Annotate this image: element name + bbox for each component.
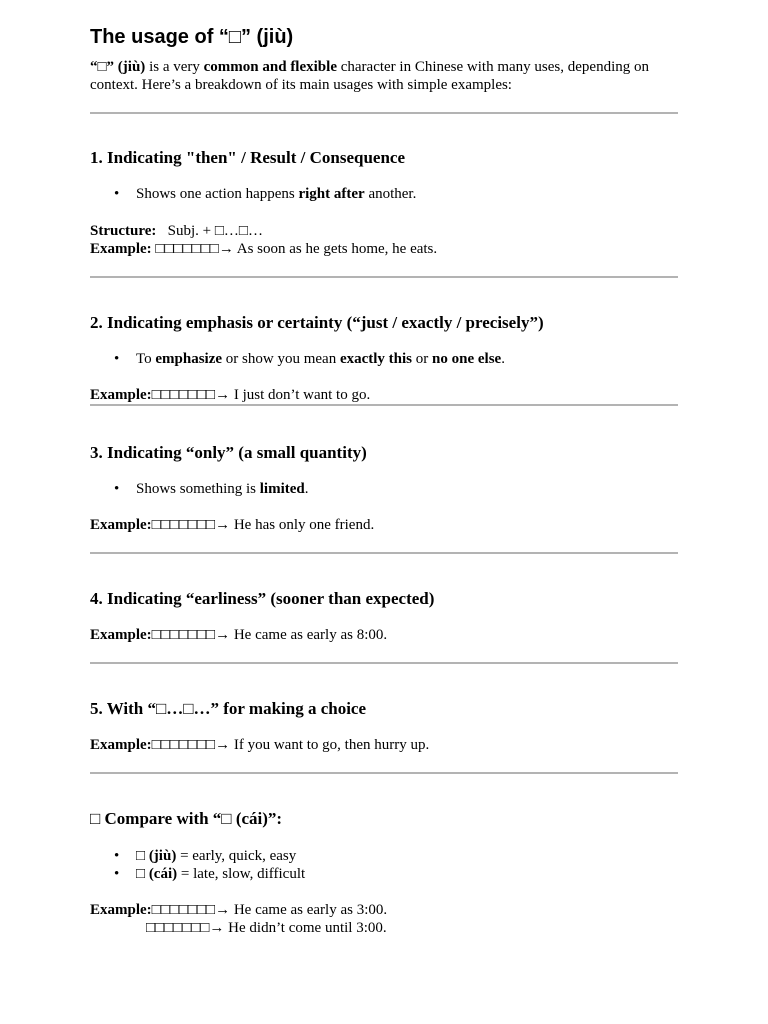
- divider: [90, 552, 678, 554]
- example-label: Example:: [90, 627, 152, 643]
- bullet-text: To: [136, 351, 156, 367]
- example-line: [90, 901, 387, 919]
- bullet-bold: exactly this: [339, 351, 413, 367]
- example-line: [90, 240, 437, 258]
- example-text: □□□□□□□→ He has only one friend.: [151, 517, 375, 533]
- bullet-bold: emphasize: [155, 351, 223, 367]
- bullet-text: .: [304, 481, 309, 497]
- example-line: [90, 516, 374, 534]
- divider: [90, 772, 678, 774]
- section-heading: 5. With “□…□…” for making a choice: [90, 699, 367, 718]
- example-text: □□□□□□□→ He didn’t come until 3:00.: [146, 920, 387, 936]
- bullet-bold: no one else: [432, 351, 502, 367]
- bullet-text: another.: [364, 186, 417, 202]
- divider: [90, 276, 678, 278]
- bullet-bold: (jiù): [148, 848, 177, 864]
- intro-text: is a very: [145, 59, 204, 75]
- bullet-text: □: [136, 866, 149, 882]
- example-label: Example:: [90, 517, 152, 533]
- bullet-text: .: [501, 351, 505, 367]
- example-text: □□□□□□□→ I just don’t want to go.: [151, 387, 371, 403]
- bullet-bold: right after: [298, 186, 365, 202]
- bullet-text: = early, quick, easy: [176, 848, 297, 864]
- example-text: □□□□□□□→ If you want to go, then hurry up.: [151, 737, 430, 753]
- section-heading: 2. Indicating emphasis or certainty (“just / exactly / precisely”): [90, 313, 544, 332]
- page-title: The usage of “□” (jiù): [90, 26, 294, 48]
- example-label: Example:: [90, 241, 152, 257]
- example-label: Example:: [90, 902, 152, 918]
- example-text: □□□□□□□→ He came as early as 3:00.: [151, 902, 388, 918]
- example-line: [90, 626, 387, 644]
- bullet-text: or show you mean: [222, 351, 340, 367]
- section-heading: 3. Indicating “only” (a small quantity): [90, 443, 367, 462]
- structure-label: Structure:: [90, 223, 157, 239]
- section-heading: 1. Indicating "then" / Result / Consequence: [90, 148, 405, 167]
- list-item: [136, 480, 309, 498]
- list-item: [136, 350, 505, 368]
- list-item: [136, 185, 416, 203]
- intro-text: character in Chinese with many uses, depending on context. Here’s a breakdown of its main usages with simple examples:: [90, 59, 649, 93]
- section-heading: □ Compare with “□ (cái)”:: [90, 809, 283, 828]
- section-heading: 4. Indicating “earliness” (sooner than expected): [90, 589, 435, 608]
- example-label: Example:: [90, 387, 152, 403]
- list-item: [136, 847, 296, 865]
- list-item: [136, 865, 305, 883]
- divider: [90, 112, 678, 114]
- bullet-text: or: [412, 351, 433, 367]
- bullet-text: Shows one action happens: [136, 186, 299, 202]
- divider: [90, 404, 678, 406]
- structure-line: [90, 222, 263, 240]
- example-text: □□□□□□□→ He came as early as 8:00.: [151, 627, 388, 643]
- bullet-text: Shows something is: [136, 481, 260, 497]
- bullet-bold: (cái): [148, 866, 178, 882]
- example-text: □□□□□□□→ As soon as he gets home, he eats.: [151, 241, 438, 257]
- bullet-text: □: [136, 848, 149, 864]
- divider: [90, 662, 678, 664]
- bullet-text: = late, slow, difficult: [177, 866, 306, 882]
- intro-bold: common and flexible: [203, 59, 337, 75]
- bullet-bold: limited: [259, 481, 305, 497]
- structure-value: Subj. + □…□…: [156, 223, 263, 239]
- example-line: [90, 386, 370, 404]
- example-line: [90, 736, 429, 754]
- example-label: Example:: [90, 737, 152, 753]
- intro-lead: “□” (jiù): [90, 59, 146, 75]
- intro-paragraph: [90, 58, 680, 94]
- example-line: [146, 919, 387, 937]
